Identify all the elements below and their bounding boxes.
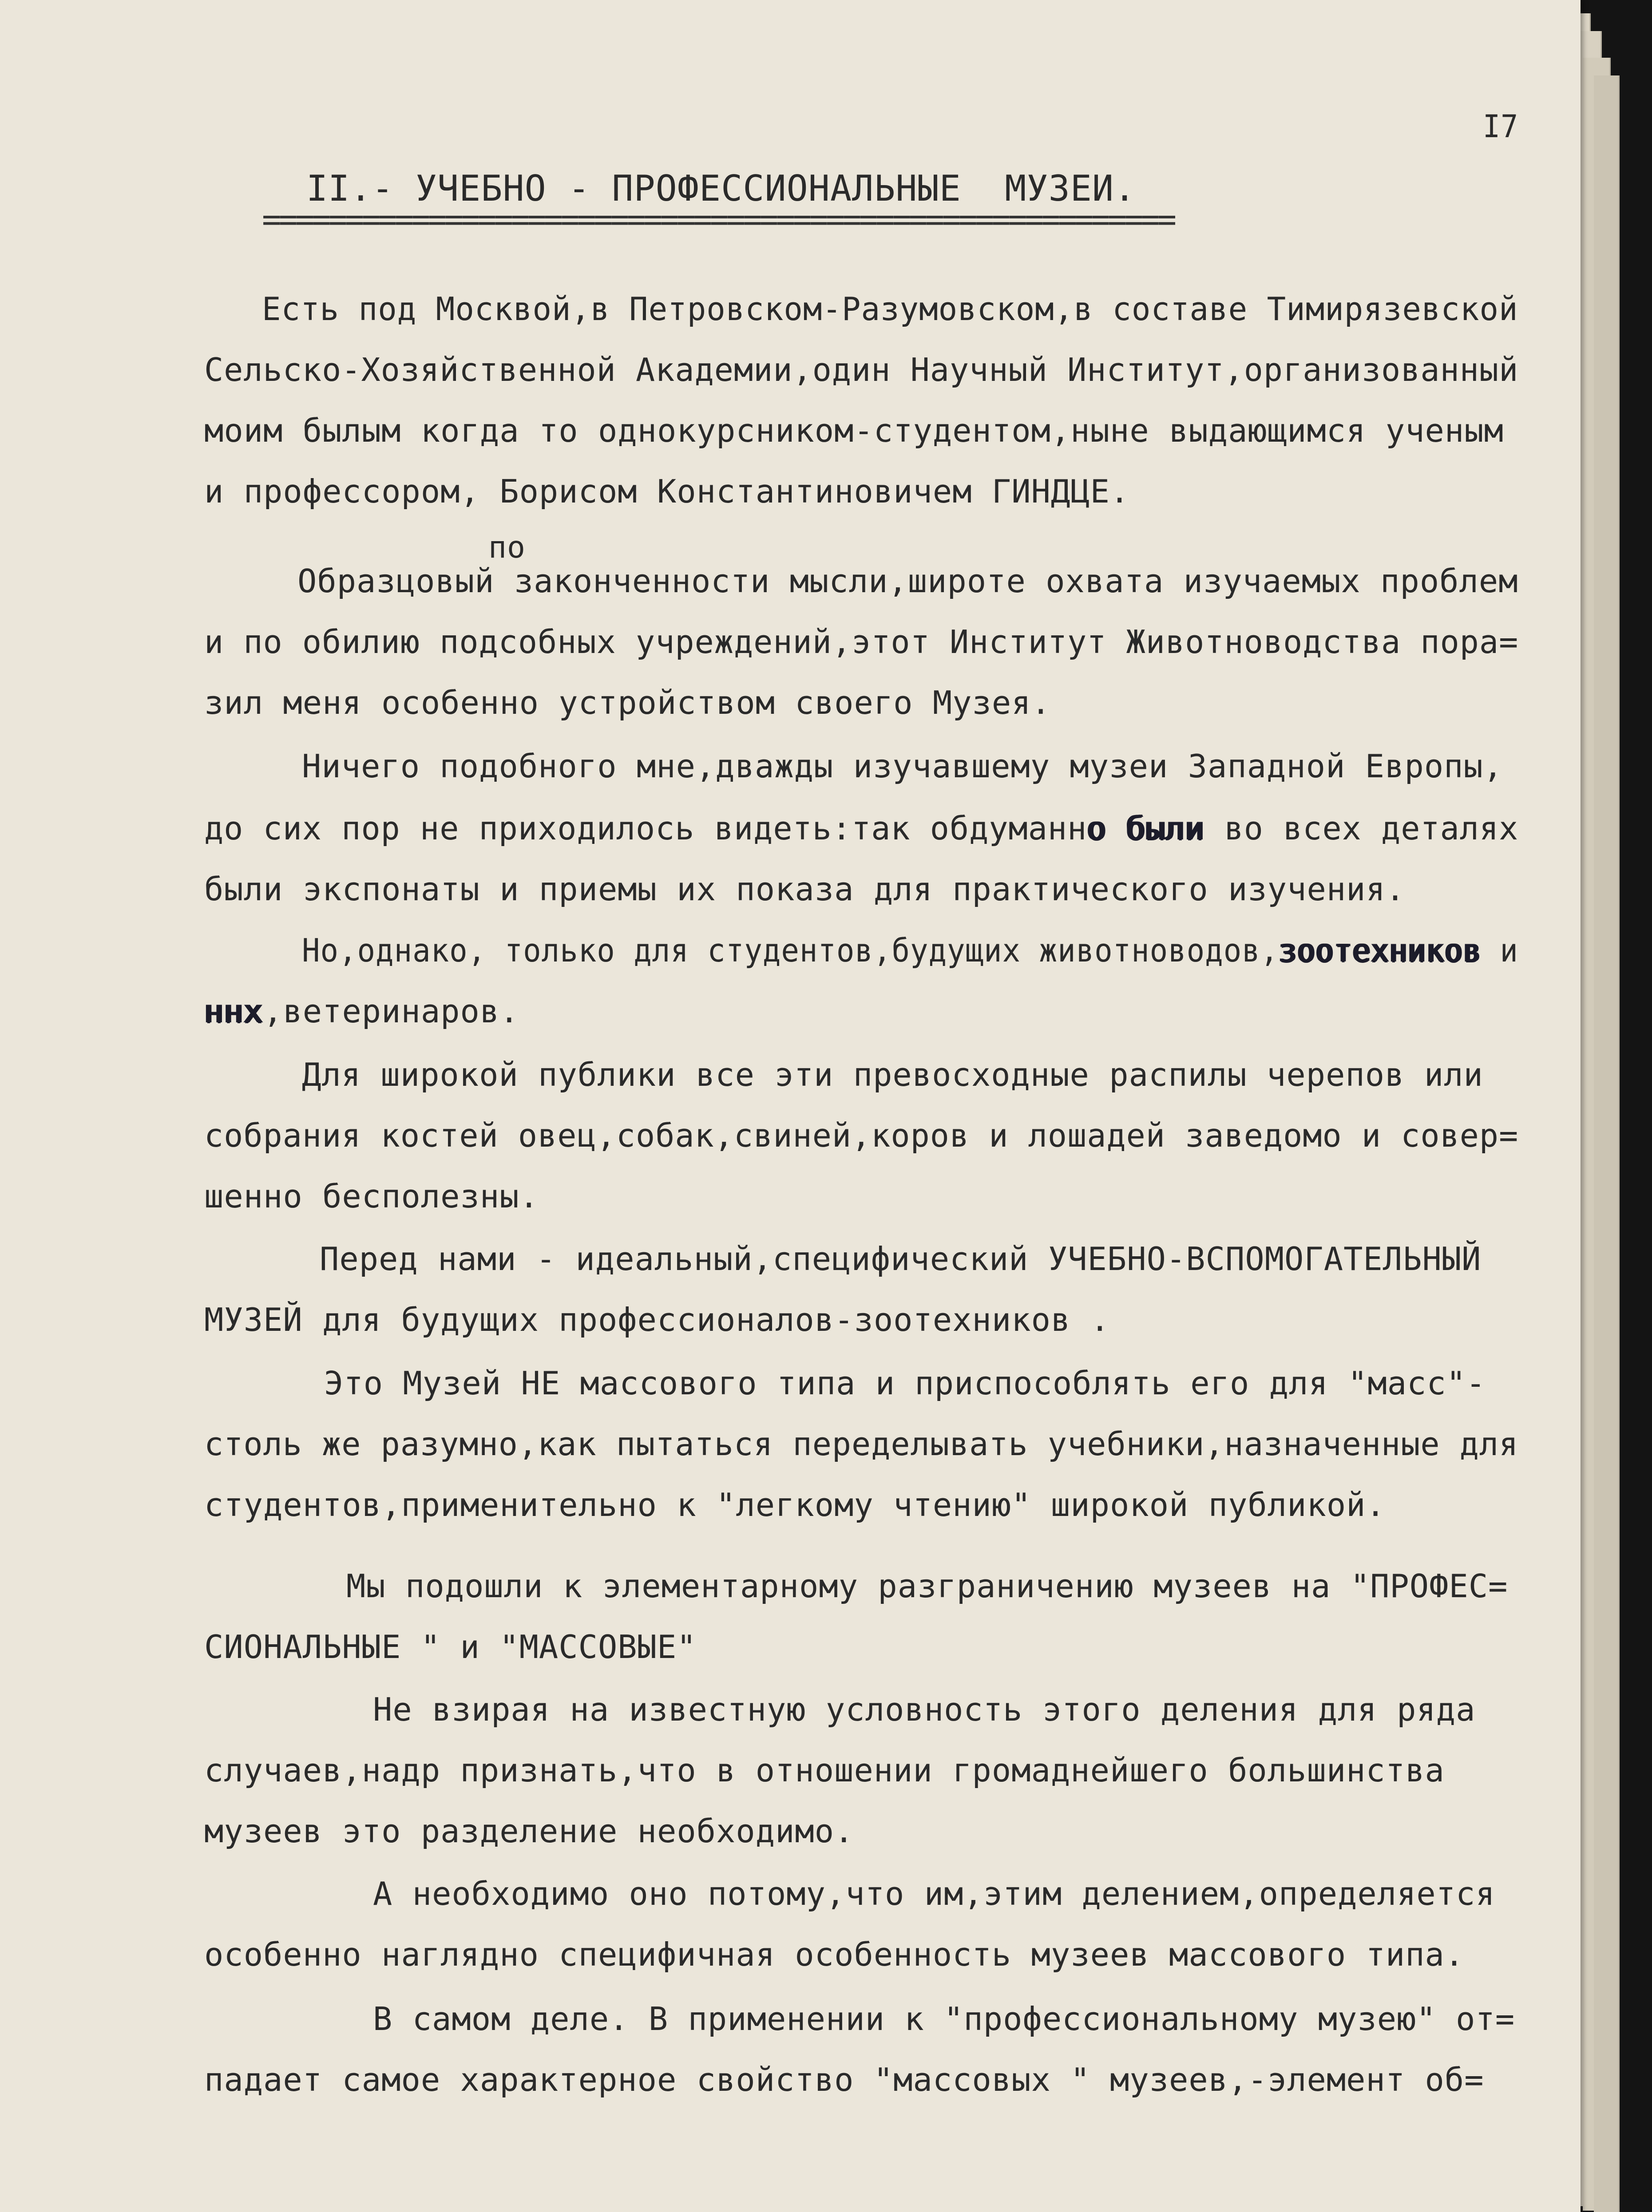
text-line: СИОНАЛЬНЫЕ " и "МАССОВЫЕ" [204, 1628, 697, 1666]
page-edge [1594, 75, 1620, 2212]
text-line: Образцовый законченности мысли,широте охвата изучаемых проблем [297, 562, 1518, 600]
text-fragment: Но,однако, только для студентов,будущих животноводов, [302, 932, 1279, 969]
text-line: Перед нами - идеальный,специфический УЧЕБНО-ВСПОМОГАТЕЛЬНЫЙ [320, 1240, 1482, 1278]
text-line: и профессором, Борисом Константиновичем ГИНДЦЕ. [204, 473, 1130, 510]
text-line: случаев,надр признать,что в отношении громаднейшего большинства [204, 1752, 1445, 1789]
text-line: музеев это разделение необходимо. [204, 1812, 854, 1850]
handwritten-insertion: по [488, 530, 526, 565]
text-line: Мы подошли к элементарному разграничению музеев на "ПРОФЕС= [346, 1567, 1508, 1605]
text-line: моим былым когда то однокурсником-студентом,ныне выдающимся ученым [204, 412, 1504, 449]
text-line [302, 932, 1518, 969]
text-line: Сельско-Хозяйственной Академии,один Научный Институт,организованный [204, 351, 1519, 388]
text-line: А необходимо оно потому,что им,этим делением,определяется [373, 1875, 1495, 1912]
text-line: В самом деле. В применении к "профессиональному музею" от= [373, 2000, 1515, 2038]
text-line: Для широкой публики все эти превосходные распилы черепов или [302, 1056, 1483, 1093]
text-line: Есть под Москвой,в Петровском-Разумовском,в составе Тимирязевской [262, 290, 1518, 328]
text-line: Это Музей НЕ массового типа и приспособлять его для "масс"- [324, 1365, 1486, 1402]
section-title: II.- УЧЕБНО - ПРОФЕССИОНАЛЬНЫЕ МУЗЕИ. [306, 168, 1136, 209]
struck-text: о были [1087, 810, 1205, 847]
text-line: Не взирая на известную условность этого деления для ряда [373, 1691, 1476, 1728]
text-line: и по обилию подсобных учреждений,этот Институт Животноводства пора= [204, 623, 1519, 661]
text-line: зил меня особенно устройством своего Музея. [204, 684, 1051, 721]
struck-text: ннх [204, 993, 264, 1030]
text-line: Ничего подобного мне,дважды изучавшему музеи Западной Европы, [302, 748, 1503, 785]
text-fragment: ,ветеринаров. [263, 993, 519, 1030]
text-fragment: и [1481, 932, 1518, 969]
text-line [204, 810, 1519, 847]
text-line: собрания костей овец,собак,свиней,коров и лошадей заведомо и совер= [204, 1117, 1519, 1154]
text-line [204, 993, 519, 1030]
title-underline: ======================================================= [262, 201, 1174, 238]
text-fragment: во всех деталях [1204, 810, 1519, 847]
struck-text: зоотехников [1279, 932, 1482, 969]
page-number: I7 [1483, 108, 1519, 145]
text-line: падает самое характерное свойство "массовых " музеев,-элемент об= [204, 2061, 1484, 2098]
text-fragment: до сих пор не приходилось видеть:так обдуманн [204, 810, 1087, 847]
text-line: были экспонаты и приемы их показа для практического изучения. [204, 871, 1406, 908]
text-line: шенно бесполезны. [204, 1178, 539, 1215]
text-line: МУЗЕЙ для будущих профессионалов-зоотехников . [204, 1301, 1110, 1338]
text-line: студентов,применительно к "легкому чтению" широкой публикой. [204, 1486, 1386, 1523]
text-line: столь же разумно,как пытаться переделывать учебники,назначенные для [204, 1425, 1519, 1463]
text-line: особенно наглядно специфичная особенность музеев массового типа. [204, 1936, 1465, 1973]
